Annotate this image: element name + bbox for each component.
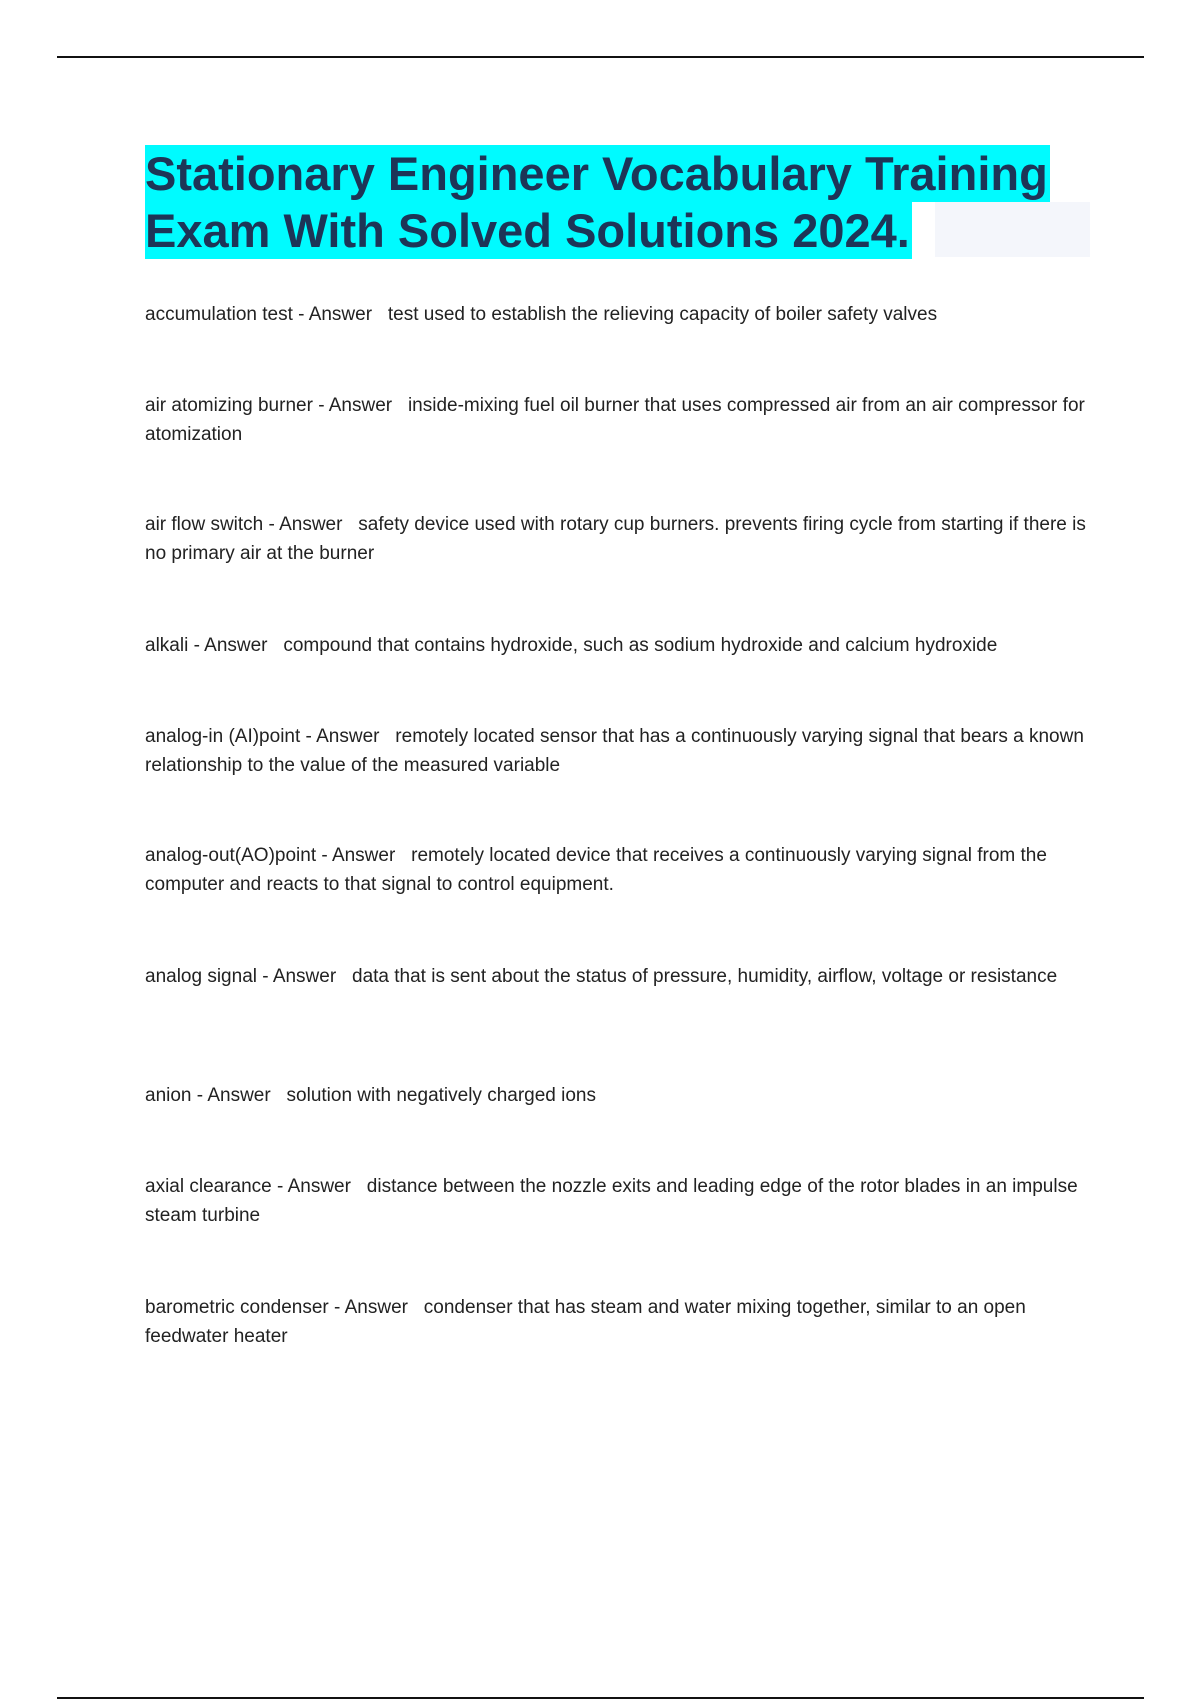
top-rule xyxy=(57,56,1144,58)
answer-separator: - Answer xyxy=(300,726,396,747)
vocab-term: air atomizing burner xyxy=(145,395,313,416)
vocab-entry xyxy=(145,631,1095,660)
bottom-rule xyxy=(57,1697,1144,1699)
answer-separator: - Answer xyxy=(263,514,359,535)
vocab-term: axial clearance xyxy=(145,1176,272,1197)
vocab-entry xyxy=(145,722,1095,780)
vocab-term: barometric condenser xyxy=(145,1297,329,1318)
title-line-2: Exam With Solved Solutions 2024. xyxy=(145,204,910,257)
answer-separator: - Answer xyxy=(292,304,388,325)
vocab-definition: remotely located device that receives a continuously varying signal from the computer and reacts to that signal to control equipment. xyxy=(145,845,1047,895)
vocab-definition: condenser that has steam and water mixing together, similar to an open feedwater heater xyxy=(145,1297,1026,1347)
vocab-entry xyxy=(145,1293,1095,1351)
vocab-entry xyxy=(145,962,1095,991)
vocab-entry xyxy=(145,391,1095,449)
answer-separator: - Answer xyxy=(271,1176,367,1197)
answer-separator: - Answer xyxy=(316,845,412,866)
vocab-definition: inside-mixing fuel oil burner that uses compressed air from an air compressor for atomization xyxy=(145,395,1085,445)
page-title xyxy=(145,145,1090,259)
vocab-definition: safety device used with rotary cup burners. prevents firing cycle from starting if there is no primary air at the burner xyxy=(145,514,1086,564)
answer-separator: - Answer xyxy=(312,395,408,416)
vocab-definition: test used to establish the relieving capacity of boiler safety valves xyxy=(387,304,938,325)
vocab-term: analog-in (AI)point xyxy=(145,726,301,747)
vocab-entry xyxy=(145,1172,1095,1230)
vocab-definition: data that is sent about the status of pressure, humidity, airflow, voltage or resistance xyxy=(352,966,1058,987)
answer-separator: - Answer xyxy=(188,635,284,656)
vocab-entry xyxy=(145,1081,1095,1110)
vocab-entry xyxy=(145,841,1095,899)
vocab-definition: distance between the nozzle exits and leading edge of the rotor blades in an impulse steam turbine xyxy=(145,1176,1078,1226)
vocab-term: alkali xyxy=(145,635,189,656)
answer-separator: - Answer xyxy=(328,1297,424,1318)
vocab-definition: compound that contains hydroxide, such as sodium hydroxide and calcium hydroxide xyxy=(283,635,998,656)
vocab-entry xyxy=(145,510,1095,568)
vocab-term: air flow switch xyxy=(145,514,264,535)
vocab-definition: solution with negatively charged ions xyxy=(286,1085,596,1106)
vocab-term: accumulation test xyxy=(145,304,293,325)
vocab-term: analog signal xyxy=(145,966,257,987)
answer-separator: - Answer xyxy=(191,1085,287,1106)
title-line-1: Stationary Engineer Vocabulary Training xyxy=(145,147,1048,200)
vocab-term: anion xyxy=(145,1085,192,1106)
vocab-term: analog-out(AO)point xyxy=(145,845,317,866)
vocab-definition: remotely located sensor that has a continuously varying signal that bears a known relationship to the value of the measured variable xyxy=(145,726,1084,776)
answer-separator: - Answer xyxy=(256,966,353,987)
vocab-entry xyxy=(145,300,1095,329)
